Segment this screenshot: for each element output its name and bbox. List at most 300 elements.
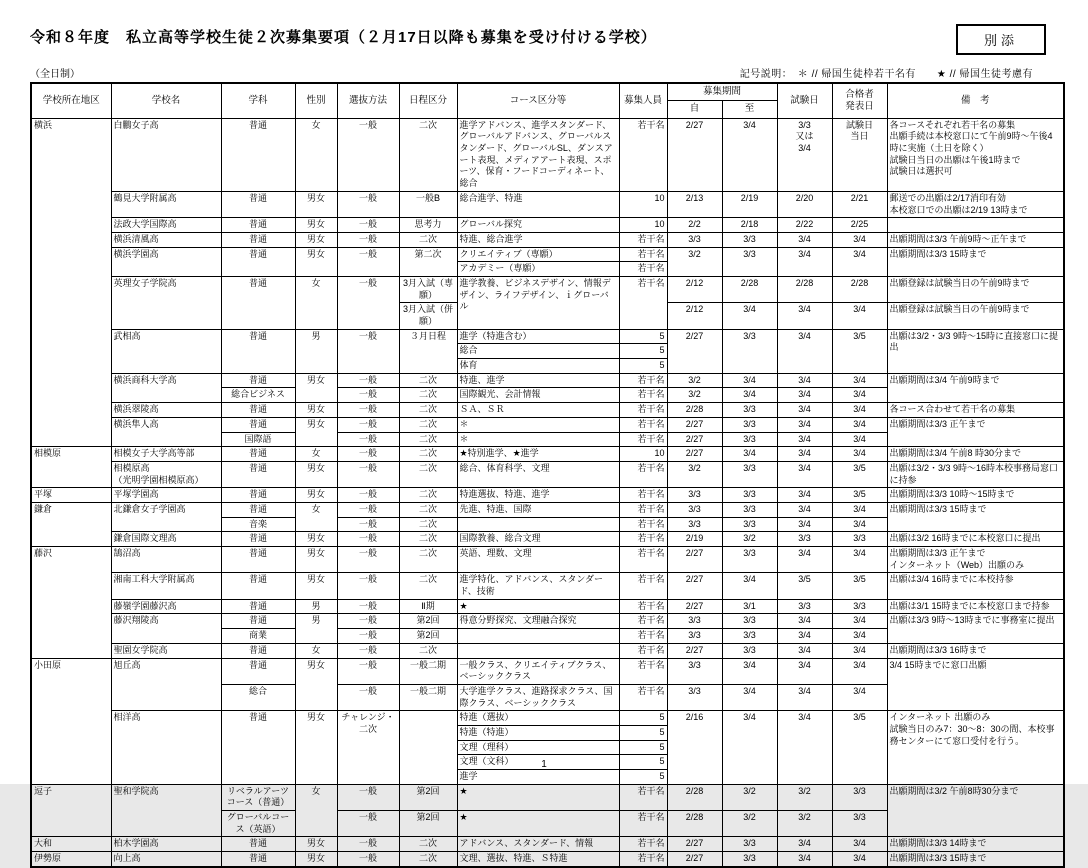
cell-to: 3/4 [722, 711, 777, 784]
table-row [31, 643, 1064, 658]
cell-method: 一般 [337, 461, 399, 487]
cell-schedule: 二次 [399, 417, 457, 432]
cell-gender: 男女 [295, 532, 337, 547]
cell-note: インターネット 出願のみ 試験当日のみ7：30～8：30の間、本校事務センターにて窓口受付を行う。 [887, 711, 1064, 784]
cell-from: 2/28 [667, 811, 722, 837]
cell-dept: 普通 [221, 837, 295, 852]
cell-dept: 普通 [221, 599, 295, 614]
cell-dept: 普通 [221, 447, 295, 462]
cell-exam: 3/5 [777, 573, 832, 599]
cell-course: 総合 [457, 344, 619, 359]
cell-pass: 3/4 [832, 303, 887, 329]
cell-exam: 3/4 [777, 488, 832, 503]
cell-cap: 5 [619, 329, 667, 344]
cell-schedule: 第二次 [399, 247, 457, 276]
cell-dept: 普通 [221, 852, 295, 867]
cell-from: 2/19 [667, 532, 722, 547]
cell-cap: 若干名 [619, 373, 667, 388]
col-header-method: 選抜方法 [337, 83, 399, 118]
cell-from: 3/3 [667, 614, 722, 629]
cell-course: クリエイティブ（専願） [457, 247, 619, 262]
cell-cap: 若干名 [619, 417, 667, 432]
cell-to: 3/4 [722, 373, 777, 388]
table-row [31, 837, 1064, 852]
cell-cap: 若干名 [619, 614, 667, 629]
col-header-course: コース区分等 [457, 83, 619, 118]
cell-exam: 3/2 [777, 811, 832, 837]
table-row [31, 658, 1064, 684]
cell-cap: 若干名 [619, 432, 667, 447]
cell-method: チャレンジ・二次 [337, 711, 399, 784]
cell-dept: 普通 [221, 403, 295, 418]
cell-school: 柏木学園高 [111, 837, 221, 852]
cell-to: 3/4 [722, 658, 777, 684]
table-row [31, 417, 1064, 432]
cell-to: 3/3 [722, 517, 777, 532]
cell-schedule: 3月入試（併願） [399, 303, 457, 329]
cell-dept: 普通 [221, 614, 295, 629]
cell-exam: 3/4 [777, 837, 832, 852]
cell-course: 大学進学クラス、進路探求クラス、国際クラス、ベーシッククラス [457, 684, 619, 710]
cell-exam: 2/22 [777, 218, 832, 233]
cell-schedule: 二次 [399, 547, 457, 573]
cell-exam: 3/4 [777, 303, 832, 329]
cell-cap: 若干名 [619, 547, 667, 573]
cell-from: 2/2 [667, 218, 722, 233]
cell-dept: 普通 [221, 658, 295, 684]
cell-schedule: 一般B [399, 191, 457, 217]
cell-cap: 若干名 [619, 629, 667, 644]
cell-method: 一般 [337, 784, 399, 810]
table-row [31, 329, 1064, 344]
cell-gender: 男 [295, 329, 337, 373]
cell-cap: 若干名 [619, 684, 667, 710]
cell-to: 3/3 [722, 502, 777, 517]
cell-from: 3/2 [667, 388, 722, 403]
cell-note: 出願期間は3/4 午前8 時30分まで [887, 447, 1064, 462]
cell-method: 一般 [337, 517, 399, 532]
cell-to: 2/28 [722, 276, 777, 302]
cell-course: 得意分野探究、文理融合探究 [457, 614, 619, 629]
cell-note: 出願登録は試験当日の午前9時まで [887, 276, 1064, 302]
cell-method: 一般 [337, 629, 399, 644]
cell-dept: 普通 [221, 417, 295, 432]
cell-course: アカデミー（専願） [457, 262, 619, 277]
cell-gender: 男女 [295, 373, 337, 402]
cell-exam: 3/4 [777, 461, 832, 487]
cell-course: 進学教養、ビジネスデザイン、情報デザイン、ライフデザイン、ｉグローバル [457, 276, 619, 329]
cell-pass: 3/4 [832, 643, 887, 658]
col-header-school: 学校名 [111, 83, 221, 118]
cell-course: ＊ [457, 432, 619, 447]
cell-note: 出願は3/2・3/3 9時～15時に直接窓口に提出 [887, 329, 1064, 373]
cell-to: 2/19 [722, 191, 777, 217]
cell-note: 出願期間は3/3 15時まで [887, 247, 1064, 276]
cell-exam: 3/4 [777, 852, 832, 867]
cell-course: 特進（特進） [457, 725, 619, 740]
cell-course: アドバンス、スタンダード、情報 [457, 837, 619, 852]
cell-note: 出願期間は3/3 15時まで [887, 852, 1064, 867]
cell-note: 出願は3/4 16時までに本校持参 [887, 573, 1064, 599]
cell-course: グローバル探究 [457, 218, 619, 233]
cell-pass: 3/5 [832, 711, 887, 784]
cell-exam: 3/4 [777, 658, 832, 684]
cell-gender: 男女 [295, 247, 337, 276]
cell-region: 大和 [31, 837, 111, 852]
cell-course: 英語、理数、文理 [457, 547, 619, 573]
cell-dept: 普通 [221, 573, 295, 599]
cell-cap: 5 [619, 344, 667, 359]
cell-method: 一般 [337, 488, 399, 503]
table-row [31, 118, 1064, 191]
cell-course: ★特別進学、★進学 [457, 447, 619, 462]
cell-school: 北鎌倉女子学園高 [111, 502, 221, 531]
cell-method: 一般 [337, 417, 399, 432]
cell-to: 3/3 [722, 837, 777, 852]
cell-cap: 若干名 [619, 599, 667, 614]
cell-schedule: 二次 [399, 403, 457, 418]
cell-school: 聖園女学院高 [111, 643, 221, 658]
cell-cap: 若干名 [619, 388, 667, 403]
cell-course: 一般クラス、クリエイティブクラス、ベーシッククラス [457, 658, 619, 684]
cell-to: 3/4 [722, 388, 777, 403]
cell-cap: 若干名 [619, 232, 667, 247]
table-row [31, 547, 1064, 573]
cell-dept: 総合 [221, 684, 295, 710]
cell-course: ★ [457, 784, 619, 810]
cell-note: 出願期間は3/3 正午まで インターネット（Web）出願のみ [887, 547, 1064, 573]
table-row [31, 403, 1064, 418]
cell-gender: 男女 [295, 232, 337, 247]
col-header-gender: 性別 [295, 83, 337, 118]
cell-cap: 若干名 [619, 573, 667, 599]
cell-gender: 女 [295, 502, 337, 531]
cell-to: 3/4 [722, 118, 777, 191]
cell-from: 2/27 [667, 417, 722, 432]
cell-pass: 3/4 [832, 403, 887, 418]
cell-to: 3/2 [722, 532, 777, 547]
cell-schedule: 二次 [399, 388, 457, 403]
cell-cap: 若干名 [619, 784, 667, 810]
cell-pass: 2/25 [832, 218, 887, 233]
cell-to: 3/3 [722, 547, 777, 573]
col-header-schedule: 日程区分 [399, 83, 457, 118]
cell-course: 進学アドバンス、進学スタンダード、グローバルアドバンス、グローバルスタンダード、グローバルSL、ダンスアート表現、メディアアート表現、スポーツ、保育・フードコーディネート、総合 [457, 118, 619, 191]
cell-note: 出願期間は3/4 午前9時まで [887, 373, 1064, 402]
cell-dept: 普通 [221, 118, 295, 191]
cell-gender: 男女 [295, 417, 337, 446]
cell-region: 相模原 [31, 447, 111, 488]
cell-cap: 若干名 [619, 658, 667, 684]
cell-schedule: ３月日程 [399, 329, 457, 373]
cell-gender: 男女 [295, 218, 337, 233]
cell-course [457, 517, 619, 532]
cell-pass: 3/5 [832, 461, 887, 487]
cell-dept: 普通 [221, 488, 295, 503]
cell-from: 2/27 [667, 643, 722, 658]
cell-from: 2/27 [667, 599, 722, 614]
page-number: 1 [541, 759, 547, 770]
cell-schedule: 第2回 [399, 614, 457, 629]
cell-gender: 男女 [295, 403, 337, 418]
col-header-capacity: 募集人員 [619, 83, 667, 118]
cell-pass: 3/4 [832, 502, 887, 517]
cell-course [457, 643, 619, 658]
cell-exam: 3/4 [777, 643, 832, 658]
cell-method: 一般 [337, 573, 399, 599]
cell-from: 2/13 [667, 191, 722, 217]
cell-cap: 5 [619, 770, 667, 785]
cell-cap: 若干名 [619, 811, 667, 837]
table-row [31, 711, 1064, 726]
cell-dept: 普通 [221, 329, 295, 373]
cell-note: 出願期間は3/3 14時まで [887, 837, 1064, 852]
cell-pass: 3/5 [832, 329, 887, 373]
cell-to: 3/3 [722, 329, 777, 373]
cell-note: 3/4 15時までに窓口出願 [887, 658, 1064, 711]
cell-pass: 試験日 当日 [832, 118, 887, 191]
cell-school: 藤沢翔陵高 [111, 614, 221, 643]
cell-cap: 5 [619, 740, 667, 755]
table-row [31, 247, 1064, 262]
cell-exam: 3/4 [777, 373, 832, 388]
cell-note [887, 218, 1064, 233]
cell-to: 3/3 [722, 232, 777, 247]
cell-region: 鎌倉 [31, 502, 111, 546]
cell-method: 一般 [337, 247, 399, 276]
table-row [31, 191, 1064, 217]
cell-course: 総合、体育科学、文理 [457, 461, 619, 487]
cell-pass: 3/4 [832, 232, 887, 247]
cell-from: 3/2 [667, 461, 722, 487]
cell-exam: 3/4 [777, 329, 832, 373]
cell-from: 2/27 [667, 547, 722, 573]
cell-course: ★ [457, 811, 619, 837]
cell-exam: 3/4 [777, 547, 832, 573]
cell-method: 一般 [337, 447, 399, 462]
cell-from: 2/27 [667, 573, 722, 599]
cell-dept: 普通 [221, 218, 295, 233]
cell-gender: 男 [295, 614, 337, 643]
table-row [31, 373, 1064, 388]
cell-method: 一般 [337, 811, 399, 837]
cell-dept: 商業 [221, 629, 295, 644]
cell-to: 3/4 [722, 447, 777, 462]
cell-pass: 2/21 [832, 191, 887, 217]
symbol-legend: 記号説明： ＊ // 帰国生徒枠若干名有 ★ // 帰国生徒考慮有 [739, 69, 1033, 80]
cell-school: 横浜翠陵高 [111, 403, 221, 418]
cell-dept: 普通 [221, 547, 295, 573]
cell-from: 2/27 [667, 837, 722, 852]
cell-school: 法政大学国際高 [111, 218, 221, 233]
cell-schedule: 思考力 [399, 218, 457, 233]
cell-cap: 5 [619, 725, 667, 740]
cell-to: 3/3 [722, 629, 777, 644]
cell-from: 2/28 [667, 403, 722, 418]
cell-from: 2/27 [667, 329, 722, 373]
cell-cap: 若干名 [619, 502, 667, 517]
cell-gender: 女 [295, 447, 337, 462]
cell-note: 郵送での出願は2/17消印有効 本校窓口での出願は2/19 13時まで [887, 191, 1064, 217]
cell-pass: 3/3 [832, 811, 887, 837]
cell-from: 2/12 [667, 303, 722, 329]
cell-from: 3/2 [667, 247, 722, 276]
cell-school: 横浜商科大学高 [111, 373, 221, 402]
cell-pass: 3/4 [832, 614, 887, 629]
table-row [31, 573, 1064, 599]
cell-course: 特進、進学 [457, 373, 619, 388]
cell-note: 出願は3/1 15時までに本校窓口まで持参 [887, 599, 1064, 614]
cell-gender: 男女 [295, 488, 337, 503]
cell-method: 一般 [337, 191, 399, 217]
cell-schedule: 二次 [399, 232, 457, 247]
cell-note: 出願は3/2・3/3 9時～16時本校事務局窓口に持参 [887, 461, 1064, 487]
cell-gender: 男女 [295, 837, 337, 852]
cell-cap: 10 [619, 218, 667, 233]
cell-method: 一般 [337, 614, 399, 629]
cell-pass: 3/4 [832, 837, 887, 852]
col-header-period-to: 至 [722, 101, 777, 118]
cell-schedule: 二次 [399, 488, 457, 503]
cell-dept: 普通 [221, 191, 295, 217]
cell-exam: 3/2 [777, 784, 832, 810]
cell-from: 3/3 [667, 684, 722, 710]
cell-schedule: Ⅱ期 [399, 599, 457, 614]
cell-dept: 普通 [221, 232, 295, 247]
cell-exam: 3/4 [777, 247, 832, 276]
cell-course: 特進、総合進学 [457, 232, 619, 247]
cell-to: 3/3 [722, 852, 777, 867]
cell-to: 2/18 [722, 218, 777, 233]
cell-method: 一般 [337, 432, 399, 447]
cell-school: 英理女子学院高 [111, 276, 221, 329]
cell-dept: 普通 [221, 247, 295, 276]
cell-course: 進学 [457, 770, 619, 785]
cell-schedule: 二次 [399, 432, 457, 447]
cell-schedule: 二次 [399, 643, 457, 658]
cell-to: 3/1 [722, 599, 777, 614]
cell-note: 出願は3/3 9時～13時までに事務室に提出 [887, 614, 1064, 643]
cell-to: 3/4 [722, 573, 777, 599]
cell-note: 出願期間は3/2 午前8時30分まで [887, 784, 1064, 837]
cell-note: 出願期間は3/3 正午まで [887, 417, 1064, 446]
cell-pass: 3/4 [832, 547, 887, 573]
cell-course: 特進（選抜） [457, 711, 619, 726]
daytime-note: （全日制） [30, 69, 80, 80]
cell-region: 逗子 [31, 784, 111, 837]
attachment-label: 別添 [956, 24, 1046, 55]
requirements-table-body [31, 118, 1064, 867]
cell-to: 3/3 [722, 403, 777, 418]
cell-exam: 3/4 [777, 614, 832, 629]
cell-exam: 3/3 [777, 599, 832, 614]
cell-pass: 3/3 [832, 784, 887, 810]
table-row [31, 502, 1064, 517]
cell-region: 平塚 [31, 488, 111, 503]
cell-exam: 3/4 [777, 388, 832, 403]
cell-from: 2/27 [667, 447, 722, 462]
cell-cap: 若干名 [619, 643, 667, 658]
cell-note: 各コースそれぞれ若干名の募集 出願手続は本校窓口にて午前9時～午後4時に実施（土日を除く） 試験日当日の出願は午後1時まで 試験日は選択可 [887, 118, 1064, 191]
cell-gender: 男女 [295, 547, 337, 573]
cell-method: 一般 [337, 403, 399, 418]
cell-school: 相洋高 [111, 711, 221, 784]
cell-exam: 3/4 [777, 711, 832, 784]
cell-pass: 3/4 [832, 517, 887, 532]
cell-from: 3/3 [667, 488, 722, 503]
cell-exam: 3/4 [777, 684, 832, 710]
cell-method: 一般 [337, 232, 399, 247]
cell-cap: 若干名 [619, 247, 667, 262]
cell-note: 出願期間は3/3 16時まで [887, 643, 1064, 658]
cell-gender: 男女 [295, 852, 337, 867]
cell-cap: 5 [619, 359, 667, 374]
table-row [31, 276, 1064, 302]
cell-region: 小田原 [31, 658, 111, 784]
cell-gender: 男女 [295, 658, 337, 711]
col-header-period-from: 自 [667, 101, 722, 118]
cell-note: 出願期間は3/3 10時～15時まで [887, 488, 1064, 503]
cell-from: 2/28 [667, 784, 722, 810]
cell-gender: 女 [295, 643, 337, 658]
cell-school: 相模女子大学高等部 [111, 447, 221, 462]
cell-region: 伊勢原 [31, 852, 111, 867]
cell-cap: 若干名 [619, 488, 667, 503]
cell-course: 進学特化、アドバンス、スタンダード、技術 [457, 573, 619, 599]
cell-cap: 若干名 [619, 403, 667, 418]
cell-dept: 普通 [221, 711, 295, 784]
cell-cap: 10 [619, 191, 667, 217]
cell-dept: 普通 [221, 532, 295, 547]
cell-dept: 普通 [221, 276, 295, 329]
cell-to: 3/2 [722, 811, 777, 837]
table-row [31, 218, 1064, 233]
col-header-dept: 学科 [221, 83, 295, 118]
cell-from: 3/3 [667, 658, 722, 684]
cell-school: 向上高 [111, 852, 221, 867]
cell-dept: 普通 [221, 373, 295, 388]
table-row [31, 461, 1064, 487]
cell-pass: 3/4 [832, 432, 887, 447]
cell-school: 鵠沼高 [111, 547, 221, 573]
cell-exam: 3/3 又は 3/4 [777, 118, 832, 191]
cell-method: 一般 [337, 852, 399, 867]
cell-cap: 若干名 [619, 262, 667, 277]
cell-exam: 3/4 [777, 232, 832, 247]
table-row [31, 852, 1064, 867]
cell-school: 藤嶺学園藤沢高 [111, 599, 221, 614]
cell-exam: 3/4 [777, 447, 832, 462]
table-header [31, 83, 1064, 118]
page-title: 令和８年度 私立高等学校生徒２次募集要項（２月17日以降も募集を受け付ける学校） [30, 29, 657, 46]
cell-cap: 10 [619, 447, 667, 462]
cell-to: 3/3 [722, 417, 777, 432]
cell-school: 武相高 [111, 329, 221, 373]
cell-note: 各コース合わせて若干名の募集 [887, 403, 1064, 418]
cell-method: 一般 [337, 684, 399, 710]
cell-from: 3/3 [667, 629, 722, 644]
cell-dept: 普通 [221, 461, 295, 487]
cell-cap: 5 [619, 711, 667, 726]
cell-to: 3/3 [722, 432, 777, 447]
cell-pass: 3/5 [832, 573, 887, 599]
cell-note: 出願期間は3/3 15時まで [887, 502, 1064, 531]
cell-exam: 3/3 [777, 532, 832, 547]
cell-exam: 2/20 [777, 191, 832, 217]
cell-to: 3/2 [722, 784, 777, 810]
cell-method: 一般 [337, 276, 399, 329]
cell-to: 3/3 [722, 614, 777, 629]
